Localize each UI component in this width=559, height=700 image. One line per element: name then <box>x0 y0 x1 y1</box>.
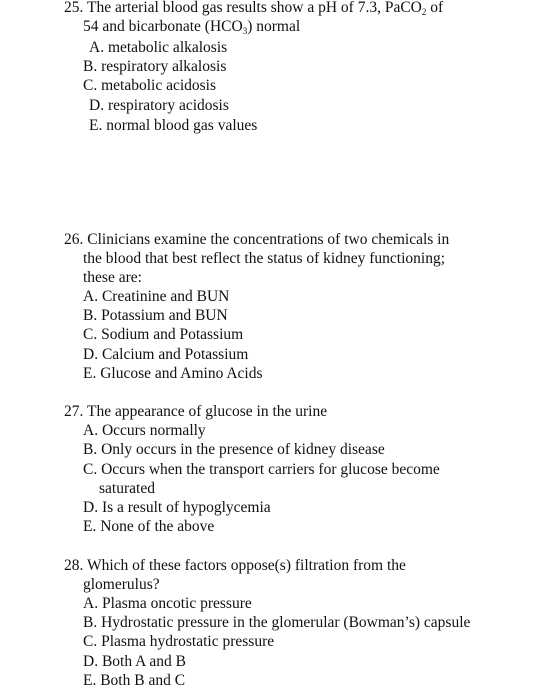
stem-text: of <box>426 0 444 16</box>
answer-option-e: E. Glucose and Amino Acids <box>83 365 263 382</box>
answer-option-a: A. Occurs normally <box>83 422 206 439</box>
stem-text: 25. The arterial blood gas results show a pH of 7.3, PaCO <box>64 0 422 16</box>
question-stem-line: the blood that best reflect the status of kidney functioning; <box>83 250 446 267</box>
question-stem-line <box>64 0 443 17</box>
answer-option-c: C. Plasma hydrostatic pressure <box>83 633 275 650</box>
question-stem-line: glomerulus? <box>83 576 160 593</box>
question-stem-line <box>83 17 300 36</box>
question-stem-line: 26. Clinicians examine the concentrations of two chemicals in <box>64 231 450 248</box>
answer-option-c: C. metabolic acidosis <box>83 77 217 94</box>
answer-option-c: C. Sodium and Potassium <box>83 326 244 343</box>
stem-subscript: 3 <box>242 26 248 36</box>
answer-option-d: D. Both A and B <box>83 653 186 670</box>
stem-text: ) normal <box>247 18 301 35</box>
answer-option-c-continued: saturated <box>99 480 155 497</box>
answer-option-b: B. Potassium and BUN <box>83 307 228 324</box>
answer-option-d: D. respiratory acidosis <box>89 97 229 114</box>
question-stem-line: 28. Which of these factors oppose(s) filtration from the <box>64 557 406 574</box>
stem-subscript: 2 <box>421 7 427 17</box>
answer-option-a: A. Creatinine and BUN <box>83 288 230 305</box>
answer-option-c: C. Occurs when the transport carriers for glucose become <box>83 461 440 478</box>
stem-text: 54 and bicarbonate (HCO <box>83 18 243 35</box>
answer-option-e: E. None of the above <box>83 518 215 535</box>
answer-option-a: A. Plasma oncotic pressure <box>83 595 252 612</box>
answer-option-d: D. Is a result of hypoglycemia <box>83 499 271 516</box>
answer-option-b: B. Only occurs in the presence of kidney disease <box>83 441 385 458</box>
answer-option-e: E. Both B and C <box>83 672 186 689</box>
answer-option-b: B. respiratory alkalosis <box>83 58 227 75</box>
answer-option-a: A. metabolic alkalosis <box>89 39 228 56</box>
question-stem-line: these are: <box>83 269 142 286</box>
question-stem-line: 27. The appearance of glucose in the urine <box>64 403 328 420</box>
answer-option-d: D. Calcium and Potassium <box>83 346 249 363</box>
answer-option-e: E. normal blood gas values <box>89 117 258 134</box>
answer-option-b: B. Hydrostatic pressure in the glomerular (Bowman’s) capsule <box>83 614 471 631</box>
